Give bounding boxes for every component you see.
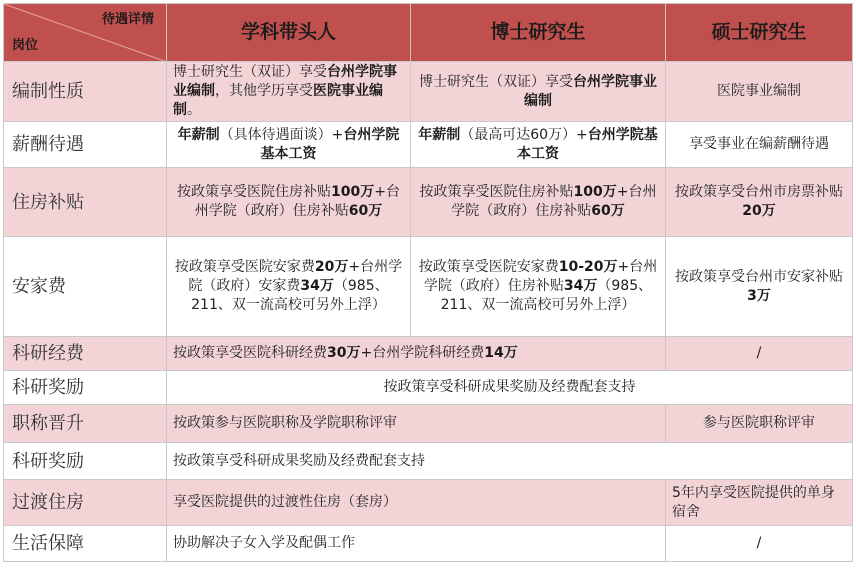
cell-leader-settlement: 按政策享受医院安家费20万+台州学院（政府）安家费34万（985、211、双一流高校可另外上浮） bbox=[167, 237, 411, 337]
row-label: 住房补贴 bbox=[4, 168, 167, 237]
col-header-discipline-leader: 学科带头人 bbox=[167, 4, 411, 62]
row-label: 科研奖励 bbox=[4, 371, 167, 405]
cell-leader-staffing: 博士研究生（双证）享受台州学院事业编制，其他学历享受医院事业编制。 bbox=[167, 62, 411, 122]
col-header-master: 硕士研究生 bbox=[666, 4, 853, 62]
cell-leader-salary: 年薪制（具体待遇面谈）+台州学院基本工资 bbox=[167, 122, 411, 168]
cell-title-promotion: 按政策参与医院职称及学院职称评审 bbox=[167, 405, 666, 443]
benefits-table bbox=[3, 3, 853, 562]
row-label: 职称晋升 bbox=[4, 405, 167, 443]
table-row bbox=[4, 480, 853, 526]
table-row bbox=[4, 526, 853, 562]
cell-phd-salary: 年薪制（最高可达60万）+台州学院基本工资 bbox=[411, 122, 666, 168]
table-row bbox=[4, 122, 853, 168]
cell-phd-settlement: 按政策享受医院安家费10-20万+台州学院（政府）住房补贴34万（985、211、双一流高校可另外上浮） bbox=[411, 237, 666, 337]
row-label: 编制性质 bbox=[4, 62, 167, 122]
row-label: 薪酬待遇 bbox=[4, 122, 167, 168]
cell-phd-housing: 按政策享受医院住房补贴100万+台州学院（政府）住房补贴60万 bbox=[411, 168, 666, 237]
cell-research-rewards: 按政策享受科研成果奖励及经费配套支持 bbox=[167, 371, 853, 405]
cell-transitional-housing: 享受医院提供的过渡性住房（套房） bbox=[167, 480, 666, 526]
table-row bbox=[4, 337, 853, 371]
cell-life-support: 协助解决子女入学及配偶工作 bbox=[167, 526, 666, 562]
cell-research-rewards-2: 按政策享受科研成果奖励及经费配套支持 bbox=[167, 443, 853, 480]
header-row bbox=[4, 4, 853, 62]
table-row bbox=[4, 237, 853, 337]
corner-header-cell bbox=[4, 4, 167, 62]
table-row bbox=[4, 62, 853, 122]
table-row bbox=[4, 405, 853, 443]
cell-leader-housing: 按政策享受医院住房补贴100万+台州学院（政府）住房补贴60万 bbox=[167, 168, 411, 237]
cell-master-life-support: / bbox=[666, 526, 853, 562]
table-row bbox=[4, 443, 853, 480]
row-label: 生活保障 bbox=[4, 526, 167, 562]
cell-research-funding: 按政策享受医院科研经费30万+台州学院科研经费14万 bbox=[167, 337, 666, 371]
cell-master-title-promotion: 参与医院职称评审 bbox=[666, 405, 853, 443]
row-label: 过渡住房 bbox=[4, 480, 167, 526]
cell-master-settlement: 按政策享受台州市安家补贴3万 bbox=[666, 237, 853, 337]
row-label: 科研经费 bbox=[4, 337, 167, 371]
cell-phd-staffing: 博士研究生（双证）享受台州学院事业编制 bbox=[411, 62, 666, 122]
benefits-table-wrapper bbox=[3, 3, 853, 562]
cell-master-transitional-housing: 5年内享受医院提供的单身宿舍 bbox=[666, 480, 853, 526]
col-header-phd: 博士研究生 bbox=[411, 4, 666, 62]
row-label: 科研奖励 bbox=[4, 443, 167, 480]
row-label: 安家费 bbox=[4, 237, 167, 337]
cell-master-staffing: 医院事业编制 bbox=[666, 62, 853, 122]
table-row bbox=[4, 168, 853, 237]
corner-bottom-label: 岗位 bbox=[12, 38, 39, 53]
cell-master-housing: 按政策享受台州市房票补贴20万 bbox=[666, 168, 853, 237]
corner-top-label: 待遇详情 bbox=[101, 12, 154, 27]
table-row bbox=[4, 371, 853, 405]
cell-master-research-funding: / bbox=[666, 337, 853, 371]
cell-master-salary: 享受事业在编薪酬待遇 bbox=[666, 122, 853, 168]
